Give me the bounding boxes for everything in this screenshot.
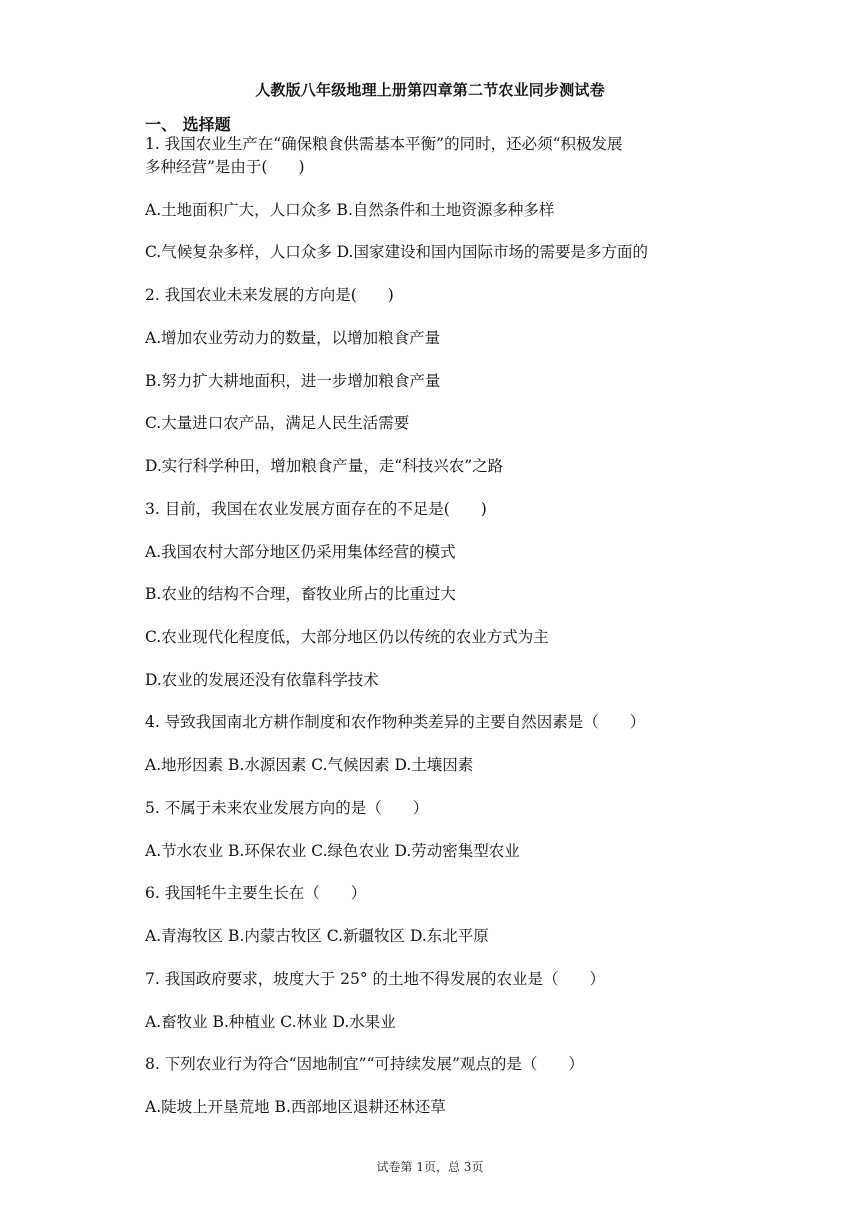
question-6-stem: 6. 我国牦牛主要生长在（ ） xyxy=(145,884,367,902)
question-3-stem: 3. 目前，我国在农业发展方面存在的不足是( ) xyxy=(145,500,487,518)
question-2-option-c: C.大量进口农产品，满足人民生活需要 xyxy=(145,414,410,432)
document-title: 人教版八年级地理上册第四章第二节农业同步测试卷 xyxy=(255,81,605,99)
page-footer: 试卷第 1页，总 3页 xyxy=(376,1160,484,1174)
question-5-options: A.节水农业 B.环保农业 C.绿色农业 D.劳动密集型农业 xyxy=(145,842,520,860)
question-8-stem: 8. 下列农业行为符合“因地制宜”“可持续发展”观点的是（ ） xyxy=(145,1055,584,1073)
question-6-options: A.青海牧区 B.内蒙古牧区 C.新疆牧区 D.东北平原 xyxy=(145,927,489,945)
question-2-option-b: B.努力扩大耕地面积，进一步增加粮食产量 xyxy=(145,372,441,390)
question-5-stem: 5. 不属于未来农业发展方向的是（ ） xyxy=(145,799,429,817)
question-1-stem-line-1: 1. 我国农业生产在“确保粮食供需基本平衡”的同时，还必须“积极发展 xyxy=(145,135,623,153)
question-1-options-ab: A.土地面积广大，人口众多 B.自然条件和土地资源多种多样 xyxy=(145,201,555,219)
question-3-option-d: D.农业的发展还没有依靠科学技术 xyxy=(145,671,379,689)
question-3-option-c: C.农业现代化程度低，大部分地区仍以传统的农业方式为主 xyxy=(145,628,549,646)
question-2-stem: 2. 我国农业未来发展的方向是( ) xyxy=(145,286,394,304)
question-3-option-a: A.我国农村大部分地区仍采用集体经营的模式 xyxy=(145,543,456,561)
section-heading: 一、 选择题 xyxy=(145,115,231,134)
question-8-options: A.陡坡上开垦荒地 B.西部地区退耕还林还草 xyxy=(145,1098,446,1116)
question-4-stem: 4. 导致我国南北方耕作制度和农作物种类差异的主要自然因素是（ ） xyxy=(145,713,646,731)
question-7-stem: 7. 我国政府要求，坡度大于 25° 的土地不得发展的农业是（ ） xyxy=(145,970,606,988)
question-4-options: A.地形因素 B.水源因素 C.气候因素 D.土壤因素 xyxy=(145,756,474,774)
question-7-options: A.畜牧业 B.种植业 C.林业 D.水果业 xyxy=(145,1013,396,1031)
question-1-options-cd: C.气候复杂多样，人口众多 D.国家建设和国内国际市场的需要是多方面的 xyxy=(145,243,648,261)
question-3-option-b: B.农业的结构不合理，畜牧业所占的比重过大 xyxy=(145,585,456,603)
question-2-option-d: D.实行科学种田，增加粮食产量，走“科技兴农”之路 xyxy=(145,457,504,475)
question-2-option-a: A.增加农业劳动力的数量，以增加粮食产量 xyxy=(145,329,441,347)
question-1-stem-line-2: 多种经营”是由于( ) xyxy=(145,158,305,176)
